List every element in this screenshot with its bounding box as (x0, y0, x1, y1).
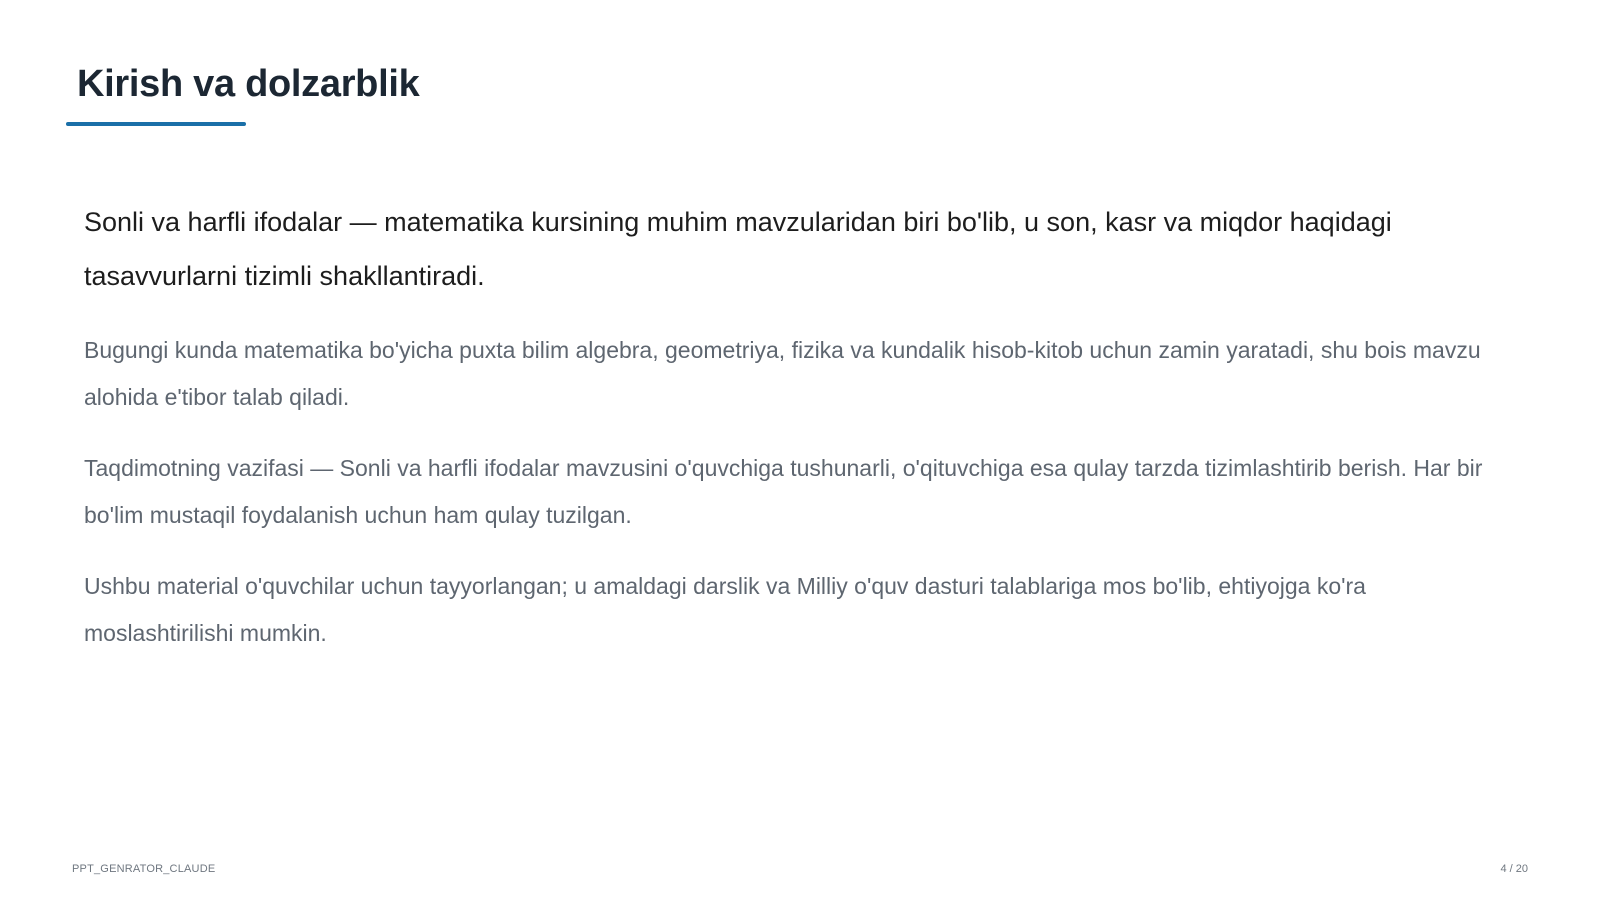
slide-title: Kirish va dolzarblik (77, 63, 420, 105)
page-number: 4 / 20 (1500, 863, 1528, 875)
body-paragraph-3: Ushbu material o'quvchilar uchun tayyorlangan; u amaldagi darslik va Milliy o'quv dasturi talablariga mos bo'lib, ehtiyojga ko'ra moslashtirilishi mumkin. (84, 573, 1366, 646)
body-paragraph-2: Taqdimotning vazifasi — Sonli va harfli ifodalar mavzusini o'quvchiga tushunarli, o'qituvchiga esa qulay tarzda tizimlashtirib berish. Har bir bo'lim mustaqil foydalanish uchun ham qulay tuzilgan. (84, 455, 1483, 528)
slide-content (84, 195, 1504, 681)
body-paragraph-1: Bugungi kunda matematika bo'yicha puxta bilim algebra, geometriya, fizika va kundalik hisob-kitob uchun zamin yaratadi, shu bois mavzu alohida e'tibor talab qiladi. (84, 337, 1481, 410)
footer-brand: PPT_GENRATOR_CLAUDE (72, 863, 216, 875)
lead-paragraph: Sonli va harfli ifodalar — matematika kursining muhim mavzularidan biri bo'lib, u son, kasr va miqdor haqidagi tasavvurlarni tizimli shakllantiradi. (84, 207, 1392, 291)
title-underline (66, 122, 246, 126)
